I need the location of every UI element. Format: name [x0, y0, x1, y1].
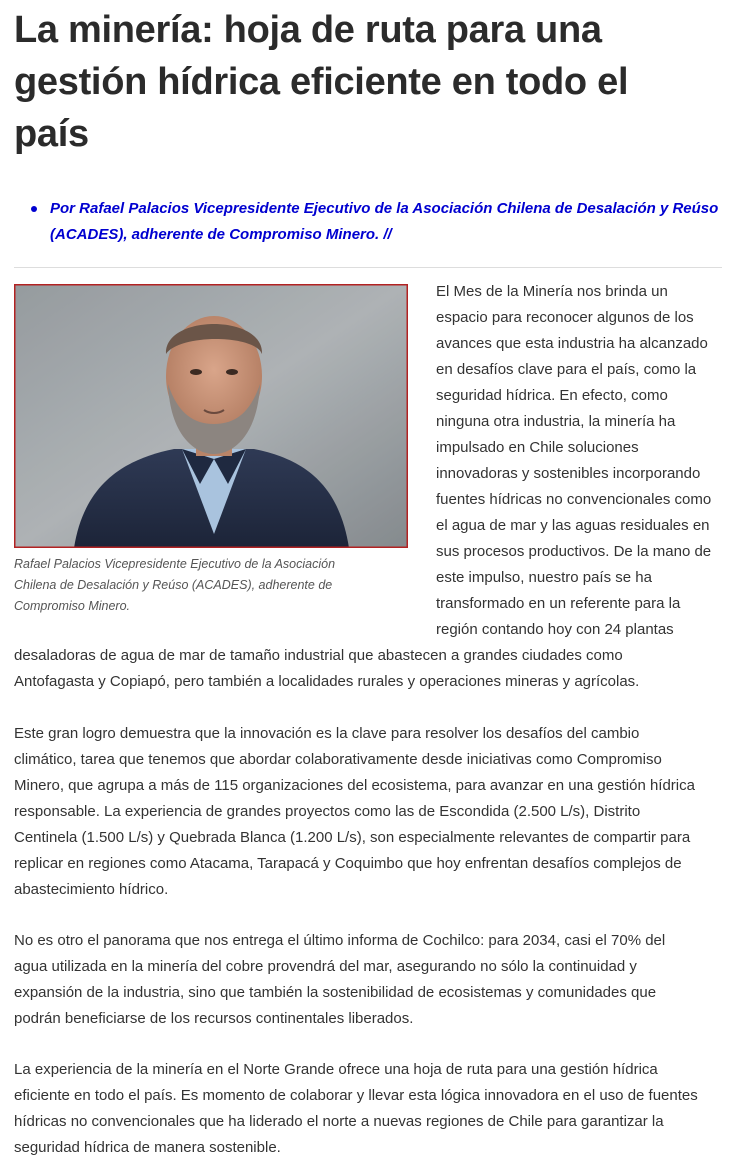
- caption-line: Chilena de Desalación y Reúso (ACADES), adherente de: [14, 578, 333, 592]
- title-line: La minería: hoja de ruta para una: [14, 9, 602, 51]
- text-line: ninguna otra industria, la minería ha: [436, 413, 676, 430]
- caption-line: Compromiso Minero.: [14, 599, 131, 613]
- text-line: impulsado en Chile soluciones: [436, 439, 639, 456]
- portrait-photo-icon: [14, 284, 408, 548]
- text-line: climático, tarea que tenemos que abordar colaborativamente desde iniciativas como Compromiso: [14, 751, 662, 768]
- text-line: agua utilizada en la minería del cobre provendrá del mar, asegurando no sólo la continuidad y: [14, 958, 637, 975]
- paragraph-4: [14, 1057, 726, 1161]
- paragraph-3: [14, 928, 726, 1032]
- article-title: [14, 4, 724, 160]
- text-line: avances que esta industria ha alcanzado: [436, 335, 708, 352]
- text-line: podrán beneficiarse de los recursos continentales liberados.: [14, 1010, 414, 1027]
- byline-line: Por Rafael Palacios Vicepresidente Ejecutivo de la Asociación Chilena de Desalación y Reúso: [50, 200, 719, 217]
- text-line: Este gran logro demuestra que la innovación es la clave para resolver los desafíos del cambio: [14, 725, 640, 742]
- paragraph-2: [14, 721, 726, 903]
- byline-list: [14, 196, 720, 248]
- title-line: país: [14, 113, 89, 155]
- author-figure: [14, 284, 410, 617]
- text-line: seguridad hídrica de manera sostenible.: [14, 1139, 281, 1156]
- divider: [14, 267, 722, 268]
- text-line: este impulso, nuestro país se ha: [436, 569, 652, 586]
- text-line: Minero, que agrupa a más de 115 organizaciones del ecosistema, para avanzar en una gestión hídrica: [14, 777, 695, 794]
- text-line: desaladoras de agua de mar de tamaño industrial que abastecen a grandes ciudades como: [14, 647, 623, 664]
- text-line: Antofagasta y Copiapó, pero también a localidades rurales y operaciones mineras y agrícolas.: [14, 673, 640, 690]
- text-line: el agua de mar y las aguas residuales en: [436, 517, 710, 534]
- photo-caption: [14, 554, 389, 617]
- byline-line: (ACADES), adherente de Compromiso Minero. //: [50, 226, 392, 243]
- text-line: seguridad hídrica. En efecto, como: [436, 387, 668, 404]
- text-line: Centinela (1.500 L/s) y Quebrada Blanca (1.200 L/s), son especialmente relevantes de compartir para: [14, 829, 691, 846]
- text-line: hídricas no convencionales que ha liderado el norte a nuevas regiones de Chile para garantizar la: [14, 1113, 664, 1130]
- text-line: eficiente en todo el país. Es momento de colaborar y llevar esta lógica innovadora en el uso de fuentes: [14, 1087, 698, 1104]
- bullet-icon: [31, 206, 37, 212]
- text-line: responsable. La experiencia de grandes proyectos como las de Escondida (2.500 L/s), Distrito: [14, 803, 641, 820]
- caption-line: Rafael Palacios Vicepresidente Ejecutivo de la Asociación: [14, 557, 336, 571]
- text-line: sus procesos productivos. De la mano de: [436, 543, 712, 560]
- text-line: región contando hoy con 24 plantas: [436, 621, 674, 638]
- text-line: fuentes hídricas no convencionales como: [436, 491, 712, 508]
- text-line: replicar en regiones como Atacama, Tarapacá y Coquimbo que hoy enfrentan desafíos complejos de: [14, 855, 682, 872]
- byline-author-link[interactable]: [50, 196, 720, 248]
- paragraph-1-side: [436, 279, 726, 643]
- text-line: expansión de la industria, sino que también la sostenibilidad de ecosistemas y comunidades que: [14, 984, 657, 1001]
- text-line: El Mes de la Minería nos brinda un: [436, 283, 668, 300]
- text-line: innovadoras y sostenibles incorporando: [436, 465, 701, 482]
- paragraph-1-continued: [14, 643, 726, 695]
- text-line: No es otro el panorama que nos entrega el último informa de Cochilco: para 2034, casi el 70% del: [14, 932, 666, 949]
- text-line: La experiencia de la minería en el Norte Grande ofrece una hoja de ruta para una gestión hídrica: [14, 1061, 658, 1078]
- text-line: espacio para reconocer algunos de los: [436, 309, 694, 326]
- text-line: en desafíos clave para el país, como la: [436, 361, 697, 378]
- text-line: abastecimiento hídrico.: [14, 881, 169, 898]
- title-line: gestión hídrica eficiente en todo el: [14, 61, 629, 103]
- text-line: transformado en un referente para la: [436, 595, 681, 612]
